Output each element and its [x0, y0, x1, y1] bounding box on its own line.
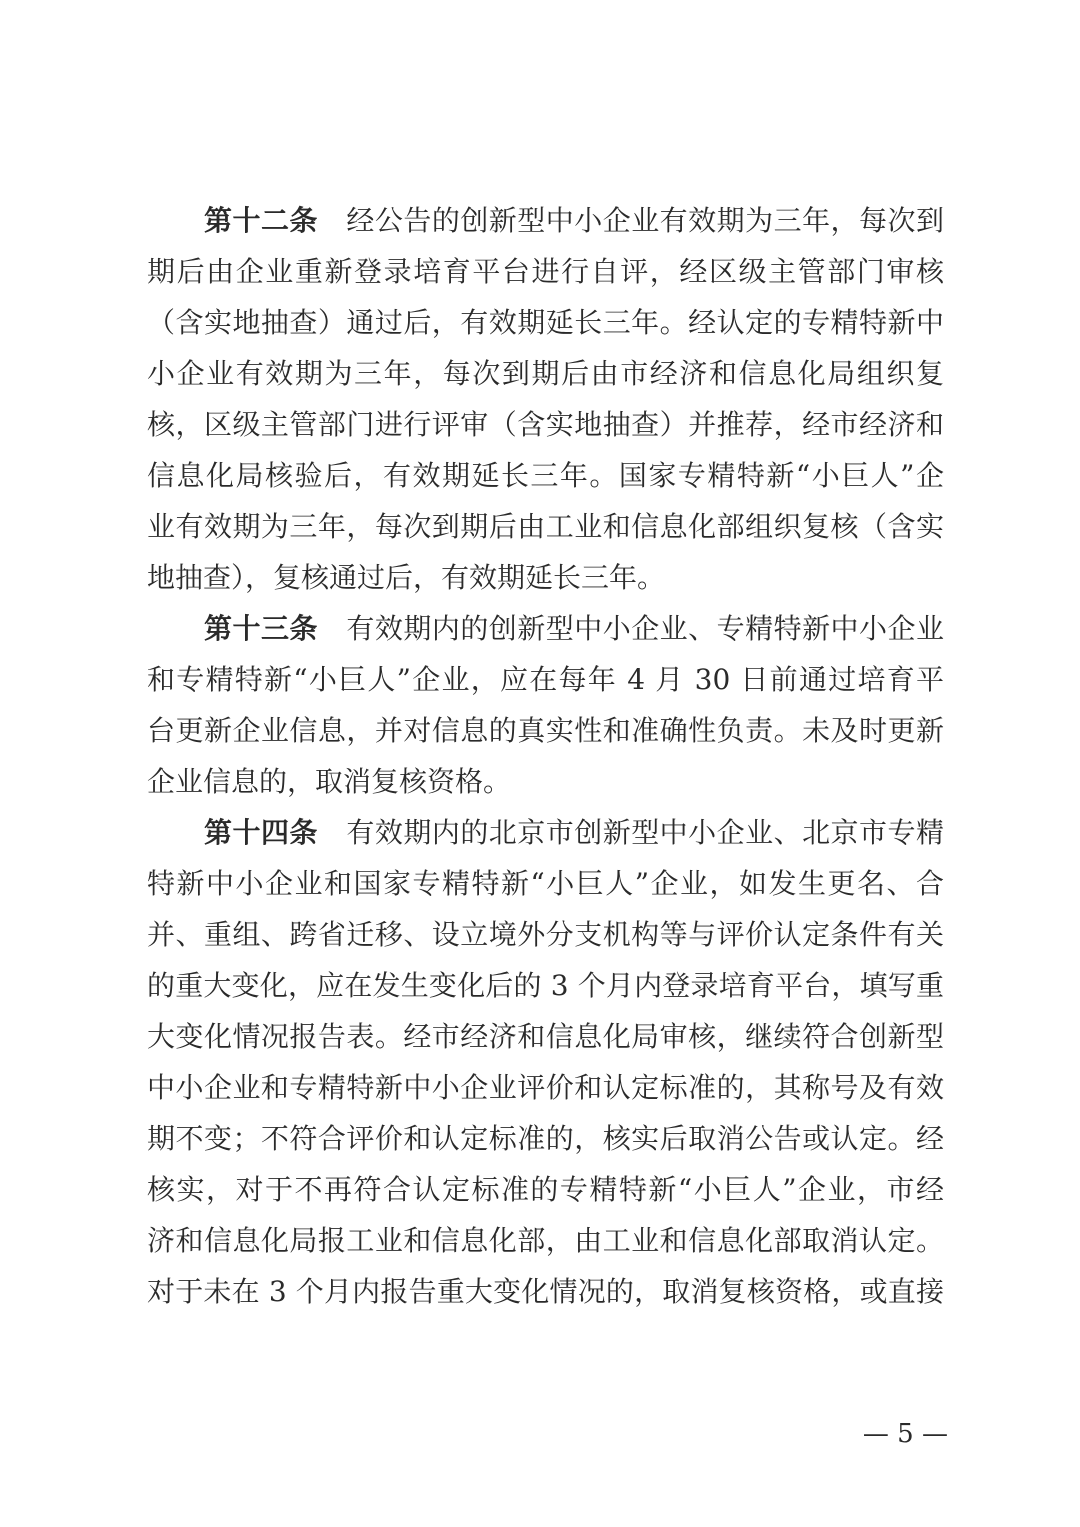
article-14-line-8: 核实，对于不再符合认定标准的专精特新“小巨人”企业，市经 [147, 1173, 944, 1206]
article-13-line-4: 企业信息的，取消复核资格。 [147, 765, 512, 798]
article-12-line-3: （含实地抽查）通过后，有效期延长三年。经认定的专精特新中 [147, 306, 944, 339]
article-12-line-5: 核，区级主管部门进行评审（含实地抽查）并推荐，经市经济和 [147, 408, 944, 441]
article-14-line-1 [204, 807, 944, 859]
page-number: — 5 — [862, 1419, 948, 1449]
article-14-line-3: 并、重组、跨省迁移、设立境外分支机构等与评价认定条件有关 [147, 918, 944, 951]
article-12-line-4: 小企业有效期为三年，每次到期后由市经济和信息化局组织复 [147, 357, 944, 390]
article-13-line-1 [204, 603, 944, 655]
article-14-line-10: 对于未在 3 个月内报告重大变化情况的，取消复核资格，或直接 [147, 1275, 944, 1308]
article-12-line-8: 地抽查），复核通过后，有效期延长三年。 [147, 561, 666, 594]
article-13-line-2: 和专精特新“小巨人”企业，应在每年 4 月 30 日前通过培育平 [147, 663, 944, 696]
article-14-line-4: 的重大变化，应在发生变化后的 3 个月内登录培育平台，填写重 [147, 969, 944, 1002]
article-13-text-1: 有效期内的创新型中小企业、专精特新中小企业 [345, 612, 944, 645]
article-14-heading: 第十四条 [204, 816, 318, 849]
article-12-line-7: 业有效期为三年，每次到期后由工业和信息化部组织复核（含实 [147, 510, 944, 543]
article-14-line-7: 期不变；不符合评价和认定标准的，核实后取消公告或认定。经 [147, 1122, 944, 1155]
article-14-line-6: 中小企业和专精特新中小企业评价和认定标准的，其称号及有效 [147, 1071, 944, 1104]
article-14-line-2: 特新中小企业和国家专精特新“小巨人”企业，如发生更名、合 [147, 867, 944, 900]
article-12-line-6: 信息化局核验后，有效期延长三年。国家专精特新“小巨人”企 [147, 459, 944, 492]
article-13-line-3: 台更新企业信息，并对信息的真实性和准确性负责。未及时更新 [147, 714, 944, 747]
article-14-line-5: 大变化情况报告表。经市经济和信息化局审核，继续符合创新型 [147, 1020, 944, 1053]
article-12-line-2: 期后由企业重新登录培育平台进行自评，经区级主管部门审核 [147, 255, 944, 288]
article-14-line-9: 济和信息化局报工业和信息化部，由工业和信息化部取消认定。 [147, 1224, 944, 1257]
article-14-text-1: 有效期内的北京市创新型中小企业、北京市专精 [345, 816, 944, 849]
article-12-heading: 第十二条 [204, 204, 318, 237]
article-12-line-1 [204, 195, 944, 247]
article-12-text-1: 经公告的创新型中小企业有效期为三年，每次到 [345, 204, 944, 237]
article-13-heading: 第十三条 [204, 612, 318, 645]
